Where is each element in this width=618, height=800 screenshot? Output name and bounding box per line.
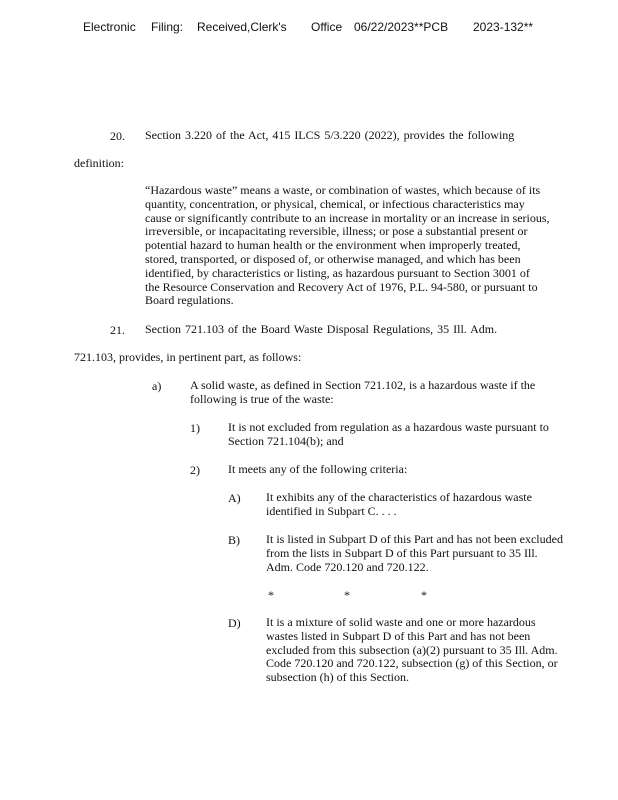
quote-line: irreversible, or incapacitating reversible, illness; or pose a substantial present or: [145, 224, 528, 239]
item-A-line: It exhibits any of the characteristics of hazardous waste: [266, 490, 532, 504]
item-A-text: [266, 491, 596, 519]
omission-star: *: [344, 588, 350, 602]
header-date: 06/22/2023**PCB: [354, 20, 449, 34]
item-D-text: [266, 616, 606, 685]
item-D-label: D): [228, 616, 241, 630]
item-2-text: It meets any of the following criteria:: [228, 462, 408, 476]
quote-line: stored, transported, or disposed of, or otherwise managed, and which has been: [145, 251, 521, 266]
item-a-text: [190, 379, 590, 407]
item-A-label: A): [228, 491, 241, 505]
item-B-line: It is listed in Subpart D of this Part and has not been excluded: [266, 532, 563, 546]
item-B-line: Adm. Code 720.120 and 720.122.: [266, 559, 429, 574]
para20-text: Section 3.220 of the Act, 415 ILCS 5/3.220 (2022), provides the following: [145, 128, 515, 142]
header-electronic: Electronic: [83, 20, 136, 34]
item-D-line: excluded from this subsection (a)(2) pursuant to 35 Ill. Adm.: [266, 642, 558, 657]
quote-line: the Resource Conservation and Recovery Act of 1976, P.L. 94-580, or pursuant to: [145, 279, 538, 294]
item-1-line: Section 721.104(b); and: [228, 433, 344, 448]
filing-header: [83, 20, 534, 118]
item-1-label: 1): [190, 421, 200, 435]
quote-line: identified, by characteristics or listing, as hazardous pursuant to Section 3001 of: [145, 265, 530, 280]
header-received: Received,Clerk's: [197, 20, 287, 34]
item-D-line: subsection (h) of this Section.: [266, 670, 409, 685]
quote-line: quantity, concentration, or physical, chemical, or infectious characteristics may: [145, 196, 525, 211]
para20-continuation: definition:: [74, 156, 124, 170]
item-A-line: identified in Subpart C. . . .: [266, 503, 397, 518]
item-B-text: [266, 533, 606, 574]
item-a-line: following is true of the waste:: [190, 391, 334, 406]
item-B-line: from the lists in Subpart D of this Part pursuant to 35 Ill.: [266, 545, 538, 560]
item-D-line: It is a mixture of solid waste and one or more hazardous: [266, 615, 536, 629]
item-D-line: wastes listed in Subpart D of this Part and has not been: [266, 628, 531, 643]
para21-number: 21.: [110, 323, 125, 337]
hazardous-waste-definition: [145, 184, 605, 308]
omission-star: *: [421, 588, 427, 602]
header-office: Office: [311, 20, 343, 34]
header-case: 2023-132**: [473, 20, 534, 34]
para20-number: 20.: [110, 129, 125, 143]
omission-star: *: [268, 588, 274, 602]
item-1-text: [228, 421, 598, 449]
item-2-label: 2): [190, 463, 200, 477]
item-1-line: It is not excluded from regulation as a hazardous waste pursuant to: [228, 420, 549, 434]
quote-line: cause or significantly contribute to an increase in mortality or an increase in serious,: [145, 210, 550, 225]
item-a-line: A solid waste, as defined in Section 721.102, is a hazardous waste if the: [190, 378, 536, 392]
para21-text: Section 721.103 of the Board Waste Disposal Regulations, 35 Ill. Adm.: [145, 322, 498, 336]
header-filing: Filing:: [151, 20, 184, 34]
item-B-label: B): [228, 533, 240, 547]
quote-line: Board regulations.: [145, 293, 234, 308]
quote-line: potential hazard to human health or the environment when improperly treated,: [145, 238, 521, 253]
item-D-line: Code 720.120 and 720.122, subsection (g) of this Section, or: [266, 656, 558, 671]
item-a-label: a): [152, 379, 162, 393]
quote-line: “Hazardous waste” means a waste, or combination of wastes, which because of its: [145, 183, 541, 197]
para21-continuation: 721.103, provides, in pertinent part, as follows:: [74, 350, 302, 364]
